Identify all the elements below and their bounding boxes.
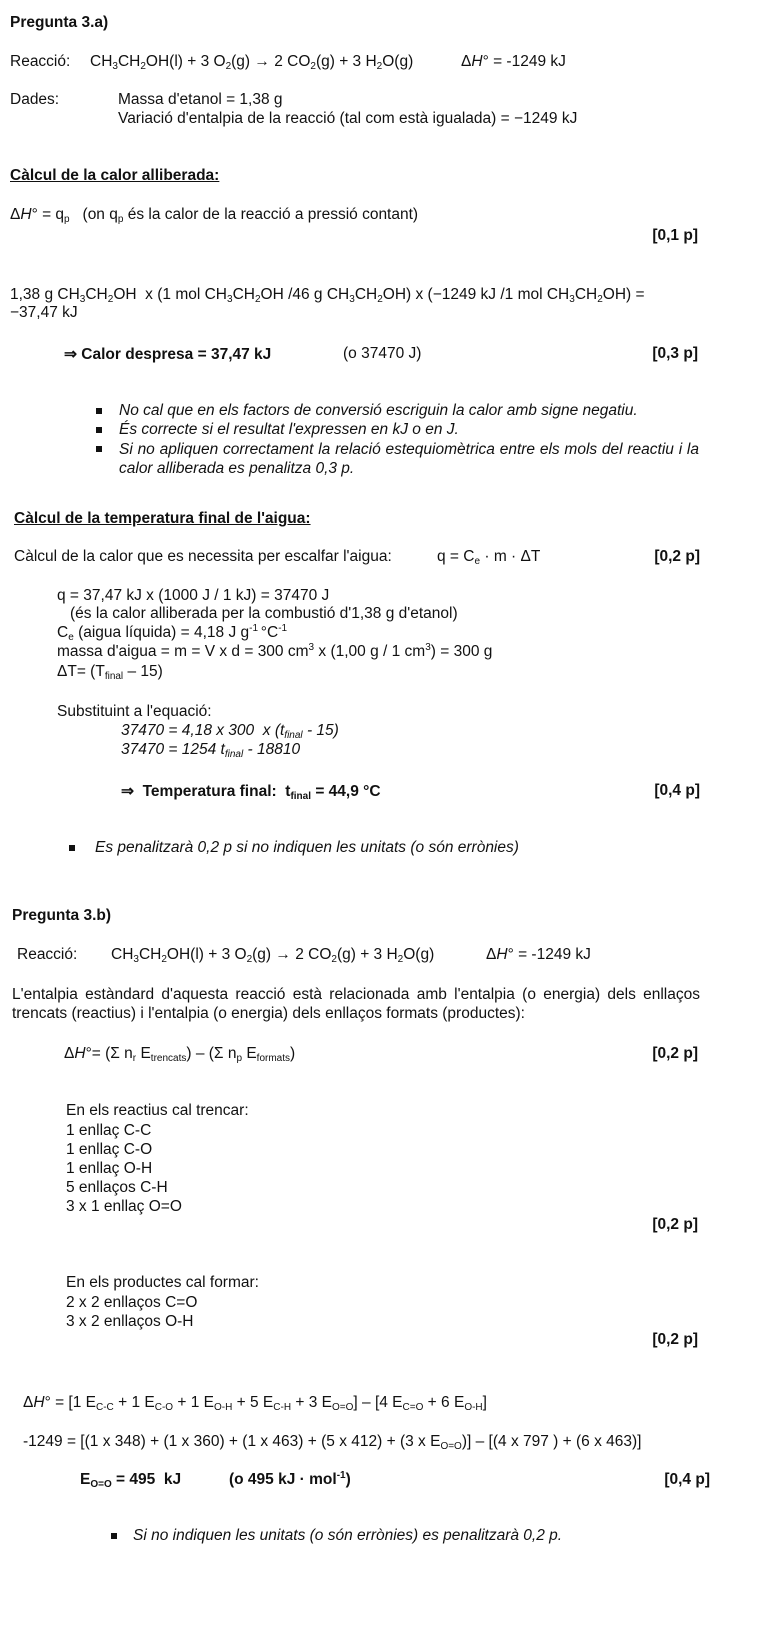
points-0-1: [0,1 p] bbox=[652, 227, 698, 244]
heat-result: ⇒ Calor despresa = 37,47 kJ bbox=[64, 346, 272, 363]
points-0-2: [0,2 p] bbox=[652, 1045, 698, 1062]
note-item: És correcte si el resultat l'expressen en kJ o en J. bbox=[119, 421, 459, 438]
delta-t-line: $\Delta T= (T_{final} - 15)$ bbox=[57, 663, 163, 682]
bond-result: $E_{O=O} = 495$ kJ bbox=[80, 1471, 182, 1490]
points-0-2: [0,2 p] bbox=[652, 1216, 698, 1233]
products-list bbox=[66, 1293, 197, 1331]
bond-intro: L'entalpia estàndard d'aquesta reacció està relacionada amb l'entalpia (o energia) dels enllaços trencats (reactius) i l'entalpia (o energia) dels enllaços formats (productes): bbox=[12, 986, 700, 1022]
reaction-label-b: Reacció: bbox=[17, 946, 78, 963]
temp-intro: Càlcul de la calor que es necessita per escalfar l'aigua: bbox=[14, 548, 392, 565]
products-label: En els productes cal formar: bbox=[66, 1274, 259, 1291]
calc-line-2: −37,47 kJ bbox=[10, 304, 78, 321]
reaction-equation-a: $CH_3CH_2OH(l) + 3$ $O_2(g) \to 2$ $CO_2(g) + 3$ $H_2O(g)$ bbox=[90, 53, 414, 72]
temp-heading: Càlcul de la temperatura final de l'aigua: bbox=[14, 510, 311, 527]
enthalpy-expression: ΔH° = [1 $E_{C-C} + 1$ $E_{C-O} + 1$ $E_{O-H} + 5$ $E_{C-H} + 3$ $E_{O=O}] - [4$ $E_{C=O} + 6$ $E_{O-H}$] bbox=[23, 1394, 487, 1413]
bond-formula: ΔH°= (Σ $n_r$ $E_{trencats}) - (\Sigma$ $n_p$ $E_{formats}$) bbox=[64, 1045, 296, 1064]
q-line: q = 37,47 kJ x (1000 J / 1 kJ) = 37470 J bbox=[57, 587, 330, 604]
note-item: Si no apliquen correctament la relació estequiomètrica entre els mols del reactiu i la calor alliberada es penalitza 0,3 p. bbox=[119, 441, 699, 477]
reaction-equation-b: $CH_3CH_2OH(l) + 3$ $O_2(g) \to 2$ $CO_2(g) + 3$ $H_2O(g)$ bbox=[111, 946, 435, 965]
reaction-enthalpy-b: ΔH° = -1249 kJ bbox=[486, 946, 591, 963]
heat-heading: Càlcul de la calor alliberada: bbox=[10, 167, 220, 184]
reaction-label-a: Reacció: bbox=[10, 53, 71, 70]
points-0-4: [0,4 p] bbox=[664, 1471, 710, 1488]
temp-note: Es penalitzarà 0,2 p si no indiquen les unitats (o són errònies) bbox=[95, 839, 519, 856]
list-item: 1 enllaç C-O bbox=[66, 1141, 153, 1158]
temp-result: ⇒ Temperatura final: $t_{final} = 44,9$ °C bbox=[121, 783, 381, 802]
equation-1: 37470 = 4,18 x 300 x $(t_{final} - 15)$ bbox=[121, 722, 339, 741]
data-label: Dades: bbox=[10, 91, 60, 108]
note-item: No cal que en els factors de conversió escriguin la calor amb signe negatiu. bbox=[119, 402, 638, 419]
bullet-icon bbox=[69, 845, 75, 851]
list-item: 1 enllaç O-H bbox=[66, 1160, 153, 1177]
q-note: (és la calor alliberada per la combustió d'1,38 g d'etanol) bbox=[70, 605, 458, 622]
data-mass: Massa d'etanol = 1,38 g bbox=[118, 91, 283, 108]
ce-line: $C_e$ (aigua líquida) = 4,18 J $g^{-1}$ $^\circ C^{-1}$ bbox=[57, 623, 288, 643]
units-note: Si no indiquen les unitats (o són errònies) es penalitzarà 0,2 p. bbox=[133, 1527, 563, 1544]
heat-result-alt: (o 37470 J) bbox=[343, 345, 422, 362]
points-0-2: [0,2 p] bbox=[654, 548, 700, 565]
points-0-4: [0,4 p] bbox=[654, 782, 700, 799]
substitution-label: Substituint a l'equació: bbox=[57, 703, 212, 720]
heat-relation: $\Delta H^\circ = q_p$ (on $q_p$ és la calor de la reacció a pressió contant) bbox=[10, 206, 419, 225]
list-item: 1 enllaç C-C bbox=[66, 1122, 152, 1139]
calc-line-1: 1,38 g $CH_3CH_2OH$ x (1 mol $CH_3CH_2OH$ /46 g $CH_3CH_2OH$) x (−1249 kJ /1 mol $CH_3CH_2OH$) = bbox=[10, 286, 645, 305]
bullet-icon bbox=[96, 408, 102, 414]
bullet-icon bbox=[96, 446, 102, 452]
reaction-enthalpy-a: ΔH° = -1249 kJ bbox=[461, 53, 566, 70]
equation-2: 37470 = 1254 $t_{final} - 18810$ bbox=[121, 741, 301, 760]
numeric-expression: -1249 = [(1 x 348) + (1 x 360) + (1 x 463) + (5 x 412) + (3 x $E_{O=O})] - [(4$ x 797 ) + (6 x 463)] bbox=[23, 1433, 642, 1452]
points-0-3: [0,3 p] bbox=[652, 345, 698, 362]
temp-formula: $q = C_e \cdot m \cdot \Delta T$ bbox=[437, 548, 541, 567]
list-item: 3 x 2 enllaços O-H bbox=[66, 1313, 194, 1330]
bond-result-alt: (o 495 kJ · mol$^{-1}$) bbox=[229, 1470, 351, 1488]
list-item: 2 x 2 enllaços C=O bbox=[66, 1294, 198, 1311]
question-a-title: Pregunta 3.a) bbox=[10, 14, 109, 31]
bullet-icon bbox=[111, 1533, 117, 1539]
reactants-list bbox=[66, 1121, 182, 1216]
question-b-title: Pregunta 3.b) bbox=[12, 907, 112, 924]
reactants-label: En els reactius cal trencar: bbox=[66, 1102, 249, 1119]
data-enthalpy: Variació d'entalpia de la reacció (tal com està igualada) = −1249 kJ bbox=[118, 110, 578, 127]
points-0-2: [0,2 p] bbox=[652, 1331, 698, 1348]
bullet-icon bbox=[96, 427, 102, 433]
mass-line: massa d'aigua = m = V x d = 300 $cm^3$ x (1,00 g / 1 $cm^3) = 300$ g bbox=[57, 642, 493, 660]
list-item: 5 enllaços C-H bbox=[66, 1179, 168, 1196]
list-item: 3 x 1 enllaç O=O bbox=[66, 1198, 182, 1215]
